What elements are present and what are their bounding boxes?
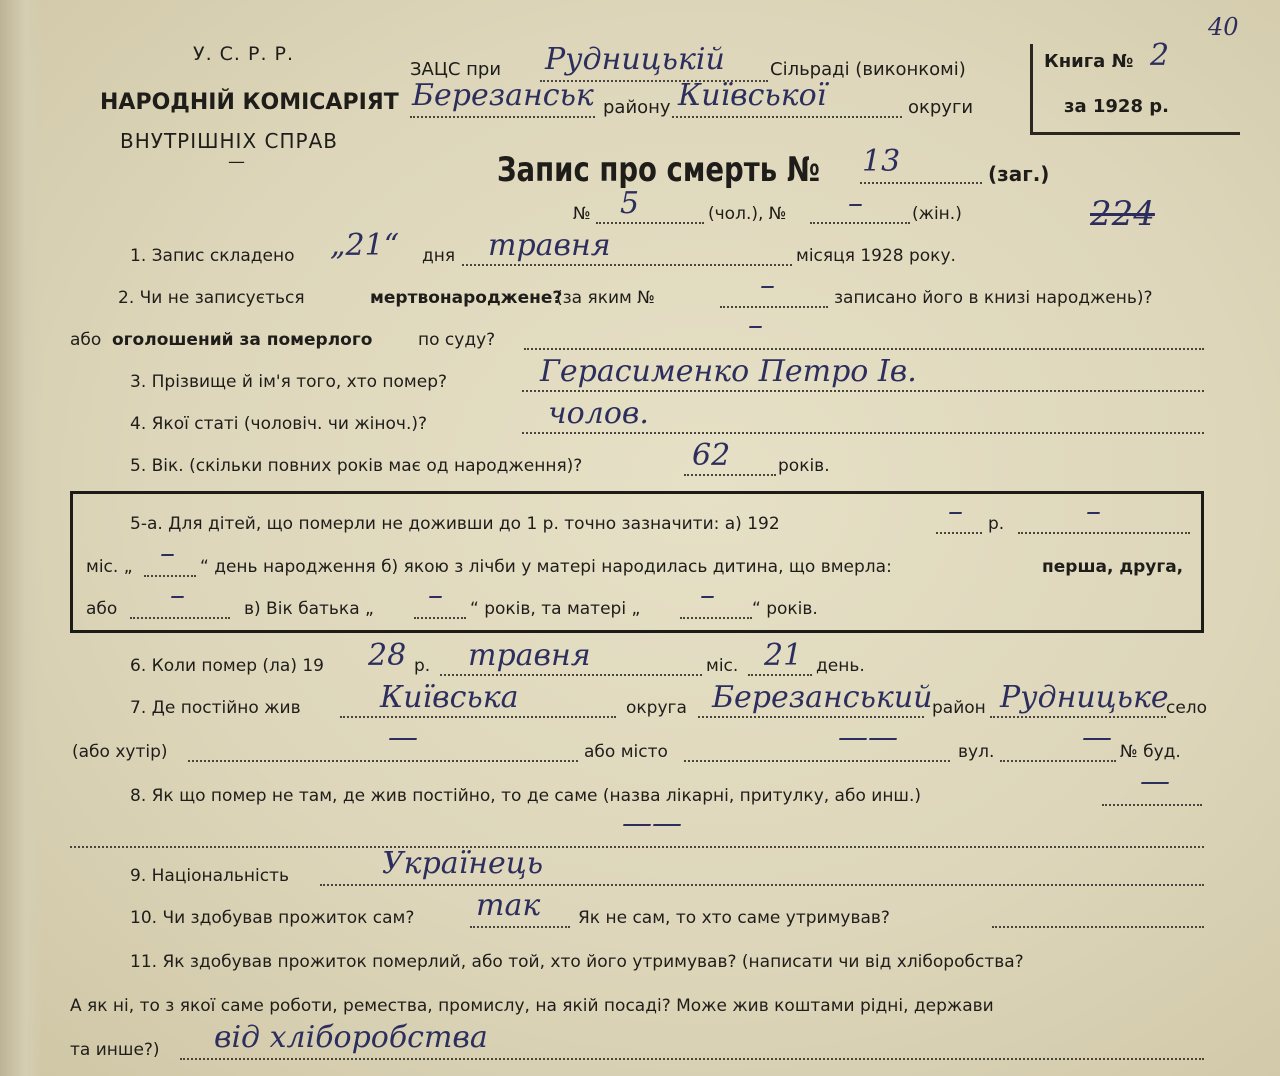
item5-age-handwritten: 62 xyxy=(692,438,731,473)
item6-month-line xyxy=(440,674,702,676)
item2-number-line xyxy=(720,306,828,308)
item5-years: років. xyxy=(778,456,830,476)
item11-line3: та инше?) xyxy=(70,1040,160,1060)
district-label: району xyxy=(603,97,671,118)
item7-selo-line xyxy=(990,716,1166,718)
item5-label: 5. Вік. (скільки повних років має од народження)? xyxy=(130,456,583,476)
item8-handwritten2: —— xyxy=(622,806,682,841)
item5a-month-handwritten: – xyxy=(1086,494,1101,529)
item9-nationality-handwritten: Українець xyxy=(382,846,544,881)
item2b-handwritten: – xyxy=(748,308,763,343)
item11-line1: 11. Як здобував прожиток померлий, або той, хто його утримував? (написати чи від хліборобства? xyxy=(130,952,1024,972)
book-number-handwritten: 2 xyxy=(1150,38,1170,73)
item7-rayon-label: район xyxy=(932,698,986,718)
item7-okrug-handwritten: Київська xyxy=(380,680,519,715)
paper-edge xyxy=(0,0,42,1076)
male-line xyxy=(596,222,704,224)
item1-day-label: дня xyxy=(422,246,456,266)
crossed-number-handwritten: 224 xyxy=(1090,194,1155,234)
item7b-khutir: (або хутір) xyxy=(72,742,168,762)
item1-day-handwritten: „21“ xyxy=(330,228,400,263)
item5a-order-line xyxy=(130,617,230,619)
item5a-father-line xyxy=(414,617,466,619)
item7-label: 7. Де постійно жив xyxy=(130,698,301,718)
item8-handwritten1: — xyxy=(1140,764,1170,799)
item5a-mother-line xyxy=(680,617,752,619)
zags-handwritten: Рудницькій xyxy=(545,42,725,77)
item7b-street-label: вул. xyxy=(958,742,995,762)
item11-handwritten: від хліборобства xyxy=(214,1020,488,1055)
item7-okrug-line xyxy=(340,716,616,718)
item5a-line2-start: міс. „ xyxy=(86,557,133,577)
item7b-city-handwritten: —— xyxy=(838,720,898,755)
item6-month-handwritten: травня xyxy=(468,638,591,673)
item5a-line3-or: або xyxy=(86,599,118,619)
item6-day-handwritten: 21 xyxy=(764,638,803,673)
item10-line xyxy=(470,926,570,928)
item7-selo-handwritten: Рудницьке xyxy=(1000,680,1169,715)
item5a-year-handwritten: – xyxy=(948,494,963,529)
item3-line xyxy=(522,390,1204,392)
item7b-street-line xyxy=(1000,760,1116,762)
record-number-line xyxy=(860,182,982,184)
header-dash: — xyxy=(228,152,245,172)
male-no-label: № xyxy=(573,204,591,224)
zags-prefix: ЗАЦС при xyxy=(410,59,502,80)
item8-line2 xyxy=(70,846,1204,848)
item2b-court: по суду? xyxy=(418,330,496,350)
item10-who-label: Як не сам, то хто саме утримував? xyxy=(578,908,890,928)
item1-year-label: місяця 1928 року. xyxy=(796,246,956,266)
item5a-day-handwritten: – xyxy=(160,536,175,571)
item3-name-handwritten: Герасименко Петро Ів. xyxy=(540,354,917,389)
item5a-year-suffix: р. xyxy=(988,514,1005,534)
item5a-year-line xyxy=(936,532,982,534)
item5a-order-handwritten: – xyxy=(170,578,185,613)
item7b-house-label: № буд. xyxy=(1120,742,1181,762)
book-box-bottom-border xyxy=(1030,132,1240,135)
item2b-or: або xyxy=(70,330,102,350)
item1-label: 1. Запис складено xyxy=(130,246,295,266)
okrug-handwritten: Київської xyxy=(678,78,827,113)
item10-label: 10. Чи здобував прожиток сам? xyxy=(130,908,415,928)
item7-selo-label: село xyxy=(1166,698,1208,718)
book-year: за 1928 р. xyxy=(1064,96,1169,117)
item11-line2: А як ні, то з якої саме роботи, ремества, промислу, на якій посаді? Може жив коштами рідні, держави xyxy=(70,996,994,1016)
item9-label: 9. Національність xyxy=(130,866,290,886)
item4-sex-handwritten: чолов. xyxy=(548,396,649,431)
item3-label: 3. Прізвище й ім'я того, хто помер? xyxy=(130,372,448,392)
zags-suffix: Сільраді (виконкомі) xyxy=(770,59,966,80)
item11-line xyxy=(180,1058,1204,1060)
item7b-city-label: або місто xyxy=(584,742,668,762)
book-label: Книга № xyxy=(1044,51,1134,72)
item5a-mother-label: “ років, та матері „ xyxy=(470,599,641,619)
item7b-khutir-line xyxy=(188,760,578,762)
item2-number-handwritten: – xyxy=(760,268,775,303)
item7-rayon-line xyxy=(698,716,924,718)
item1-month-line xyxy=(462,264,792,266)
item1-month-handwritten: травня xyxy=(488,228,611,263)
item2-number-label: (за яким № xyxy=(556,288,655,308)
record-number-handwritten: 13 xyxy=(862,144,901,179)
item4-label: 4. Якої статі (чоловіч. чи жіноч.)? xyxy=(130,414,428,434)
district-line xyxy=(410,116,595,118)
item5a-father-label: в) Вік батька „ xyxy=(244,599,374,619)
item7b-city-line xyxy=(684,760,950,762)
item10-handwritten: так xyxy=(476,888,541,923)
item2-registered-label: записано його в книзі народжень)? xyxy=(834,288,1153,308)
page-number-handwritten: 40 xyxy=(1208,13,1239,41)
item5a-line2-text: “ день народження б) якою з лічби у матері народилась дитина, що вмерла: xyxy=(200,557,892,577)
female-label: (жін.) xyxy=(912,204,962,224)
item7-rayon-handwritten: Березанський xyxy=(712,680,933,715)
item2b-declared: оголошений за померлого xyxy=(112,330,373,350)
item6-day-label: день. xyxy=(816,656,865,676)
item4-line xyxy=(522,432,1204,434)
male-label: (чол.), № xyxy=(708,204,787,224)
district-handwritten: Березанськ xyxy=(412,78,594,113)
item5a-month-line xyxy=(1018,532,1190,534)
item6-year-handwritten: 28 xyxy=(368,638,407,673)
item5a-day-line xyxy=(144,575,196,577)
item5a-first-second: перша, друга, xyxy=(1042,557,1184,577)
book-box-left-border xyxy=(1030,44,1033,134)
item10-who-line xyxy=(992,926,1204,928)
item5a-years-end: “ років. xyxy=(752,599,818,619)
okrug-line xyxy=(672,116,902,118)
item5a-mother-handwritten: – xyxy=(700,578,715,613)
item6-day-line xyxy=(748,674,812,676)
item2b-line xyxy=(524,348,1204,350)
item6-month-label: міс. xyxy=(706,656,739,676)
item9-line xyxy=(320,884,1204,886)
item7b-khutir-handwritten: — xyxy=(388,720,418,755)
item6-label: 6. Коли помер (ла) 19 xyxy=(130,656,324,676)
item8-line1 xyxy=(1102,804,1202,806)
item5a-father-handwritten: – xyxy=(428,578,443,613)
item7b-street-handwritten: — xyxy=(1082,720,1112,755)
female-line xyxy=(810,222,910,224)
female-count-handwritten: – xyxy=(848,186,863,221)
total-label: (заг.) xyxy=(988,162,1050,186)
item5a-line1: 5-а. Для дітей, що померли не доживши до 1 р. точно зазначити: а) 192 xyxy=(130,514,780,534)
item6-year-suffix: р. xyxy=(414,656,431,676)
item8-label: 8. Як що помер не там, де жив постійно, то де саме (назва лікарні, притулку, або инш.) xyxy=(130,786,922,806)
ussr-heading: У. С. Р. Р. xyxy=(193,43,295,65)
item5-line xyxy=(684,474,776,476)
internal-affairs-heading: ВНУТРІШНІХ СПРАВ xyxy=(120,129,338,153)
item2-label: 2. Чи не записується xyxy=(118,288,305,308)
item7-okrug-label: округа xyxy=(626,698,687,718)
item2-stillborn: мертвонароджене? xyxy=(370,288,563,308)
okrug-label: округи xyxy=(908,97,974,118)
male-count-handwritten: 5 xyxy=(620,186,640,221)
record-title: Запис про смерть № xyxy=(497,150,820,190)
commissariat-heading: НАРОДНІЙ КОМІСАРІЯТ xyxy=(100,90,399,115)
